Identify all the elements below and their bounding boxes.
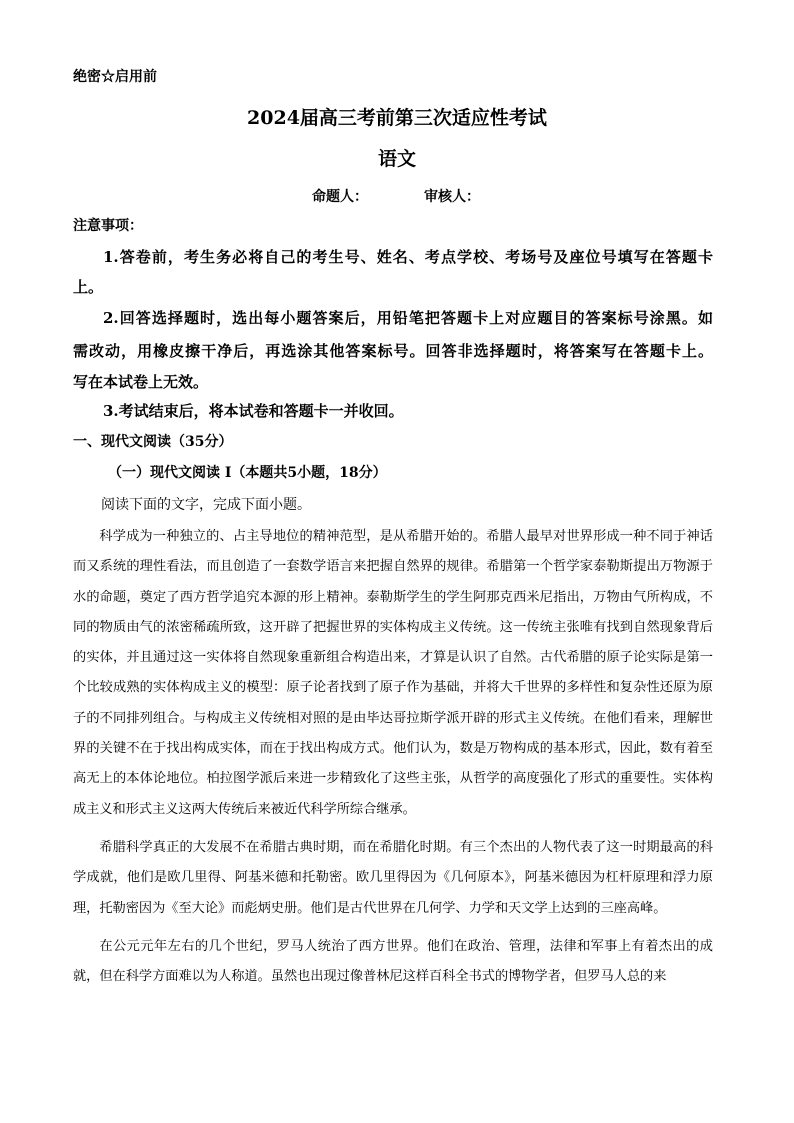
note-item-3: 3.考试结束后，将本试卷和答题卡一并收回。 xyxy=(103,402,404,420)
reading-passage xyxy=(73,522,713,992)
section-heading: 一、现代文阅读（35分） xyxy=(73,434,233,450)
passage-paragraph-3: 在公元元年左右的几个世纪，罗马人统治了西方世界。他们在政治、管理，法律和军事上有着杰出的成就，但在科学方面难以为人称道。虽然也出现过像普林尼这样百科全书式的博物学者，但罗马人总的来 xyxy=(73,938,713,985)
note-item-2-line-2: 需改动，用橡皮擦干净后，再选涂其他答案标号。回答非选择题时，将答案写在答题卡上。 xyxy=(73,342,713,360)
note-item-1-line-1: 1.答卷前，考生务必将自己的考生号、姓名、考点学校、考场号及座位号填写在答题卡 xyxy=(103,248,713,266)
reviewer-label: 审核人： xyxy=(424,189,480,205)
subsection-heading: （一）现代文阅读 I（本题共5小题，18分） xyxy=(108,465,387,481)
notes-heading: 注意事项： xyxy=(73,218,143,234)
setter-label: 命题人： xyxy=(312,189,368,205)
note-item-2-line-1: 2.回答选择题时，选出每小题答案后，用铅笔把答题卡上对应题目的答案标号涂黑。如 xyxy=(103,309,713,327)
passage-paragraph-2: 希腊科学真正的大发展不在希腊古典时期，而在希腊化时期。有三个杰出的人物代表了这一时期最高的科学成就，他们是欧几里得、阿基米德和托勒密。欧几里得因为《几何原本》，阿基米德因为杠杆原理和浮力原理，托勒密因为《至大论》而彪炳史册。他们是古代世界在几何学、力学和天文学上达到的三座高峰。 xyxy=(73,839,713,916)
subject-title: 语文 xyxy=(377,148,416,170)
note-item-2-line-3: 写在本试卷上无效。 xyxy=(73,373,209,391)
note-item-1-line-2: 上。 xyxy=(73,278,104,296)
reading-instruction: 阅读下面的文字，完成下面小题。 xyxy=(101,497,311,513)
exam-title: 2024届高三考前第三次适应性考试 xyxy=(247,107,547,129)
confidential-mark: 绝密☆启用前 xyxy=(73,69,157,85)
passage-paragraph-1: 科学成为一种独立的、占主导地位的精神范型，是从希腊开始的。希腊人最早对世界形成一种不同于神话而又系统的理性看法，而且创造了一套数学语言来把握自然界的规律。希腊第一个哲学家泰勒斯提出万物源于水的命题，奠定了西方哲学追究本源的形上精神。泰勒斯学生的学生阿那克西米尼指出，万物由气所构成，不同的物质由气的浓密稀疏所致，这开辟了把握世界的实体构成主义传统。这一传统主张唯有找到自然现象背后的实体，并且通过这一实体将自然现象重新组合构造出来，才算是认识了自然。古代希腊的原子论实际是第一个比较成熟的实体构成主义的模型：原子论者找到了原子作为基础，并将大千世界的多样性和复杂性还原为原子的不同排列组合。与构成主义传统相对照的是由毕达哥拉斯学派开辟的形式主义传统。在他们看来，理解世界的关键不在于找出构成实体，而在于找出构成方式。他们认为，数是万物构成的基本形式，因此，数有着至高无上的本体论地位。柏拉图学派后来进一步精致化了这些主张，从哲学的高度强化了形式的重要性。实体构成主义和形式主义这两大传统后来被近代科学所综合继承。 xyxy=(73,529,713,817)
